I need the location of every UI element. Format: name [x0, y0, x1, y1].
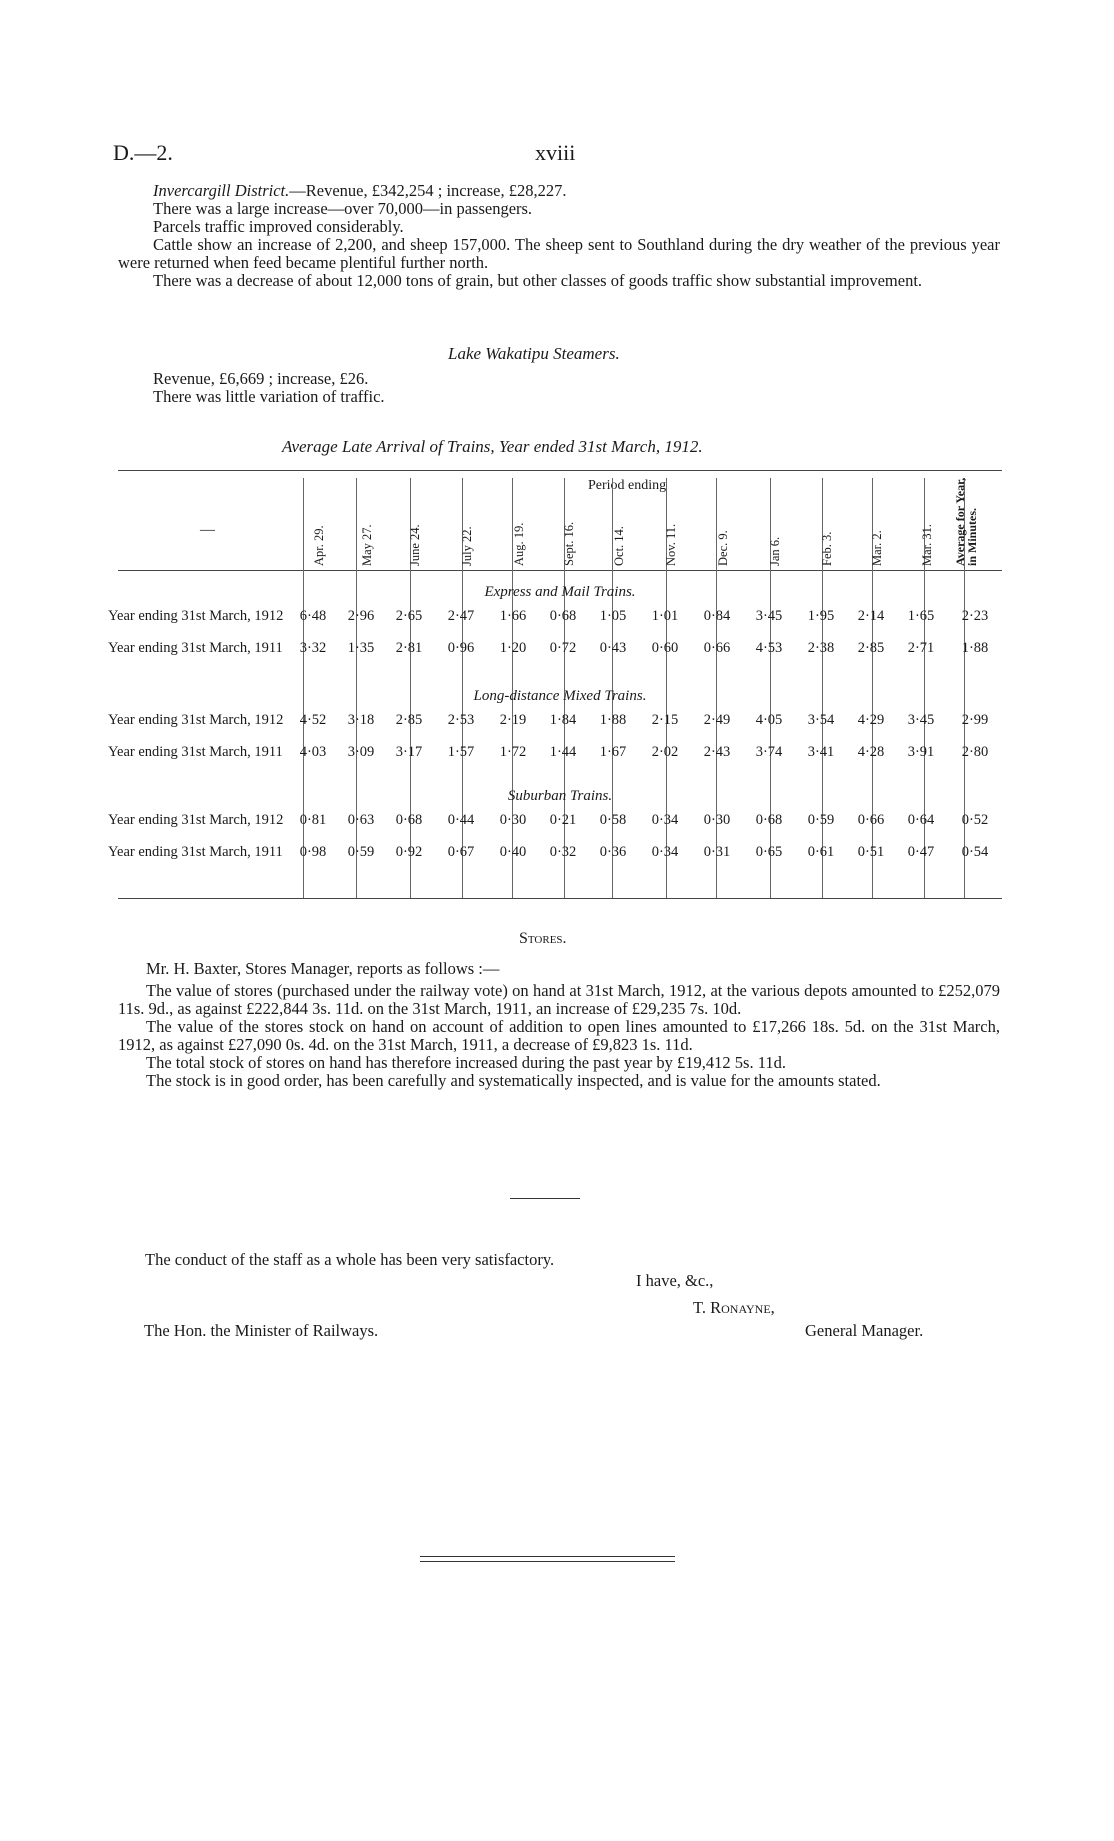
table-bottom-rule: [118, 898, 1002, 899]
row-label: Year ending 31st March, 1912: [108, 712, 284, 728]
table-cell: 0·68: [549, 608, 577, 624]
invercargill-grain: There was a decrease of about 12,000 tons of grain, but other classes of goods traffic show substantial improvement.: [153, 271, 923, 290]
table-cell: 2·85: [857, 640, 885, 656]
table-cell: 1·05: [599, 608, 627, 624]
stores-intro: Mr. H. Baxter, Stores Manager, reports as follows :—: [146, 959, 500, 978]
average-header: Average for Year, in Minutes.: [953, 477, 979, 566]
table-cell: 4·53: [755, 640, 783, 656]
wakatipu-section: [118, 370, 1000, 406]
table-cell: 0·84: [703, 608, 731, 624]
table-cell: 1·35: [347, 640, 375, 656]
table-cell: 3·41: [807, 744, 835, 760]
table-cell: 0·64: [907, 812, 935, 828]
table-cell: 0·34: [651, 812, 679, 828]
stores-p4: The stock is in good order, has been carefully and systematically inspected, and is value for the amounts stated.: [146, 1071, 881, 1090]
page-number: xviii: [535, 140, 576, 165]
row-label: Year ending 31st March, 1912: [108, 812, 284, 828]
conduct-statement: The conduct of the staff as a whole has been very satisfactory.: [145, 1250, 555, 1269]
table-cell: 0·21: [549, 812, 577, 828]
table-cell: 1·65: [907, 608, 935, 624]
column-header: Mar. 2.: [870, 530, 884, 566]
average-cell: 1·88: [961, 640, 989, 656]
table-cell: 3·18: [347, 712, 375, 728]
table-cell: 2·71: [907, 640, 935, 656]
end-rule-bottom: [420, 1561, 675, 1562]
signer-title: General Manager.: [805, 1321, 924, 1340]
table-cell: 0·30: [499, 812, 527, 828]
average-cell: 2·99: [961, 712, 989, 728]
table-cell: 0·59: [347, 844, 375, 860]
column-header: Feb. 3.: [820, 531, 834, 566]
table-cell: 0·44: [447, 812, 475, 828]
invercargill-revenue: —Revenue, £342,254 ; increase, £28,227.: [289, 181, 567, 200]
i-have: I have, &c.,: [636, 1271, 714, 1290]
column-header: Dec. 9.: [716, 530, 730, 566]
table-cell: 0·61: [807, 844, 835, 860]
table-top-rule: [118, 470, 1002, 471]
stores-p1: The value of stores (purchased under the railway vote) on hand at 31st March, 1912, at the various depots amounted to £252,079 11s. 9d., as against £222,844 3s. 11d. on the 31st March, 1911, an increase of £29,235 7s. 10d.: [118, 981, 1000, 1018]
table-cell: 1·95: [807, 608, 835, 624]
stores-title: Stores.: [519, 930, 567, 947]
invercargill-passengers: There was a large increase—over 70,000—in passengers.: [153, 199, 533, 218]
wakatipu-revenue: Revenue, £6,669 ; increase, £26.: [153, 369, 369, 388]
table-cell: 4·05: [755, 712, 783, 728]
table-cell: 2·15: [651, 712, 679, 728]
table-cell: 0·96: [447, 640, 475, 656]
table-cell: 1·20: [499, 640, 527, 656]
table-cell: 3·91: [907, 744, 935, 760]
average-cell: 0·54: [961, 844, 989, 860]
column-header: Aug. 19.: [512, 522, 526, 566]
column-header: Oct. 14.: [612, 526, 626, 566]
table-cell: 0·47: [907, 844, 935, 860]
table-cell: 4·28: [857, 744, 885, 760]
table-cell: 0·40: [499, 844, 527, 860]
average-cell: 2·80: [961, 744, 989, 760]
invercargill-cattle: Cattle show an increase of 2,200, and sheep 157,000. The sheep sent to Southland during the dry weather of the previous year were returned when feed became plentiful further north.: [118, 235, 1000, 272]
table-cell: 0·63: [347, 812, 375, 828]
table-cell: 0·60: [651, 640, 679, 656]
header-bottom-rule: [118, 570, 1002, 571]
invercargill-parcels: Parcels traffic improved considerably.: [153, 217, 404, 236]
table-cell: 2·19: [499, 712, 527, 728]
column-header: Apr. 29.: [312, 525, 326, 566]
table-cell: 1·67: [599, 744, 627, 760]
wakatipu-traffic: There was little variation of traffic.: [153, 387, 385, 406]
table-cell: 2·43: [703, 744, 731, 760]
table-cell: 2·53: [447, 712, 475, 728]
table-cell: 1·57: [447, 744, 475, 760]
table-cell: 1·01: [651, 608, 679, 624]
table-cell: 3·45: [907, 712, 935, 728]
row-label: Year ending 31st March, 1912: [108, 608, 284, 624]
table-cell: 0·81: [299, 812, 327, 828]
table-cell: 0·31: [703, 844, 731, 860]
table-cell: 3·09: [347, 744, 375, 760]
end-rule-top: [420, 1556, 675, 1557]
table-cell: 3·45: [755, 608, 783, 624]
table-cell: 0·66: [703, 640, 731, 656]
table-cell: 4·29: [857, 712, 885, 728]
signer-name: T. Ronayne,: [693, 1298, 775, 1317]
late-arrival-table: [108, 470, 1002, 900]
section-title: Long-distance Mixed Trains.: [473, 688, 647, 704]
table-cell: 3·74: [755, 744, 783, 760]
page-code: D.—2.: [113, 140, 173, 165]
table-cell: 0·34: [651, 844, 679, 860]
section-title: Suburban Trains.: [507, 788, 613, 804]
stores-p2: The value of the stores stock on hand on account of addition to open lines amounted to £17,266 18s. 5d. on the 31st March, 1912, as against £27,090 0s. 4d. on the 31st March, 1911, a decrease of £9,823 1s. 11d.: [118, 1017, 1000, 1054]
table-cell: 2·85: [395, 712, 423, 728]
table-cell: 2·14: [857, 608, 885, 624]
table-cell: 4·52: [299, 712, 327, 728]
table-cell: 0·68: [755, 812, 783, 828]
table-cell: 1·44: [549, 744, 577, 760]
period-header: Period ending: [588, 478, 667, 493]
table-cell: 0·65: [755, 844, 783, 860]
column-header: Jan 6.: [768, 536, 782, 566]
table-cell: 2·02: [651, 744, 679, 760]
stores-section: [118, 960, 1000, 1090]
table-cell: 0·36: [599, 844, 627, 860]
table-cell: 1·88: [599, 712, 627, 728]
row-header-dash: —: [200, 522, 215, 538]
table-cell: 3·32: [299, 640, 327, 656]
average-cell: 2·23: [961, 608, 989, 624]
table-cell: 3·54: [807, 712, 835, 728]
row-label: Year ending 31st March, 1911: [108, 744, 283, 760]
table-cell: 0·32: [549, 844, 577, 860]
table-cell: 2·49: [703, 712, 731, 728]
row-label: Year ending 31st March, 1911: [108, 844, 283, 860]
table-cell: 2·96: [347, 608, 375, 624]
table-cell: 0·72: [549, 640, 577, 656]
wakatipu-title: Lake Wakatipu Steamers.: [448, 344, 620, 363]
invercargill-title: Invercargill District.: [153, 181, 290, 200]
table-title: Average Late Arrival of Trains, Year ended 31st March, 1912.: [282, 437, 703, 456]
row-label: Year ending 31st March, 1911: [108, 640, 283, 656]
table-cell: 6·48: [299, 608, 327, 624]
table-cell: 1·66: [499, 608, 527, 624]
column-header: Sept. 16.: [562, 521, 576, 566]
column-header: Mar. 31.: [920, 523, 934, 566]
table-cell: 0·98: [299, 844, 327, 860]
column-header: May 27.: [360, 524, 374, 566]
table-cell: 2·47: [447, 608, 475, 624]
table-cell: 1·84: [549, 712, 577, 728]
table-cell: 4·03: [299, 744, 327, 760]
column-header: Nov. 11.: [664, 523, 678, 566]
table-cell: 1·72: [499, 744, 527, 760]
invercargill-section: [118, 182, 1000, 290]
table-cell: 0·30: [703, 812, 731, 828]
table-cell: 0·66: [857, 812, 885, 828]
table-cell: 0·43: [599, 640, 627, 656]
table-cell: 0·58: [599, 812, 627, 828]
section-divider: [510, 1198, 580, 1199]
table-cell: 2·81: [395, 640, 423, 656]
section-title: Express and Mail Trains.: [484, 584, 636, 600]
table-cell: 3·17: [395, 744, 423, 760]
stores-p3: The total stock of stores on hand has therefore increased during the past year by £19,412 5s. 11d.: [146, 1053, 786, 1072]
table-cell: 0·59: [807, 812, 835, 828]
column-header: July 22.: [460, 526, 474, 566]
table-cell: 0·67: [447, 844, 475, 860]
addressee: The Hon. the Minister of Railways.: [144, 1321, 379, 1340]
table-cell: 0·68: [395, 812, 423, 828]
table-cell: 0·92: [395, 844, 423, 860]
table-cell: 2·65: [395, 608, 423, 624]
average-cell: 0·52: [961, 812, 989, 828]
column-header: June 24.: [408, 524, 422, 566]
table-cell: 2·38: [807, 640, 835, 656]
table-cell: 0·51: [857, 844, 885, 860]
